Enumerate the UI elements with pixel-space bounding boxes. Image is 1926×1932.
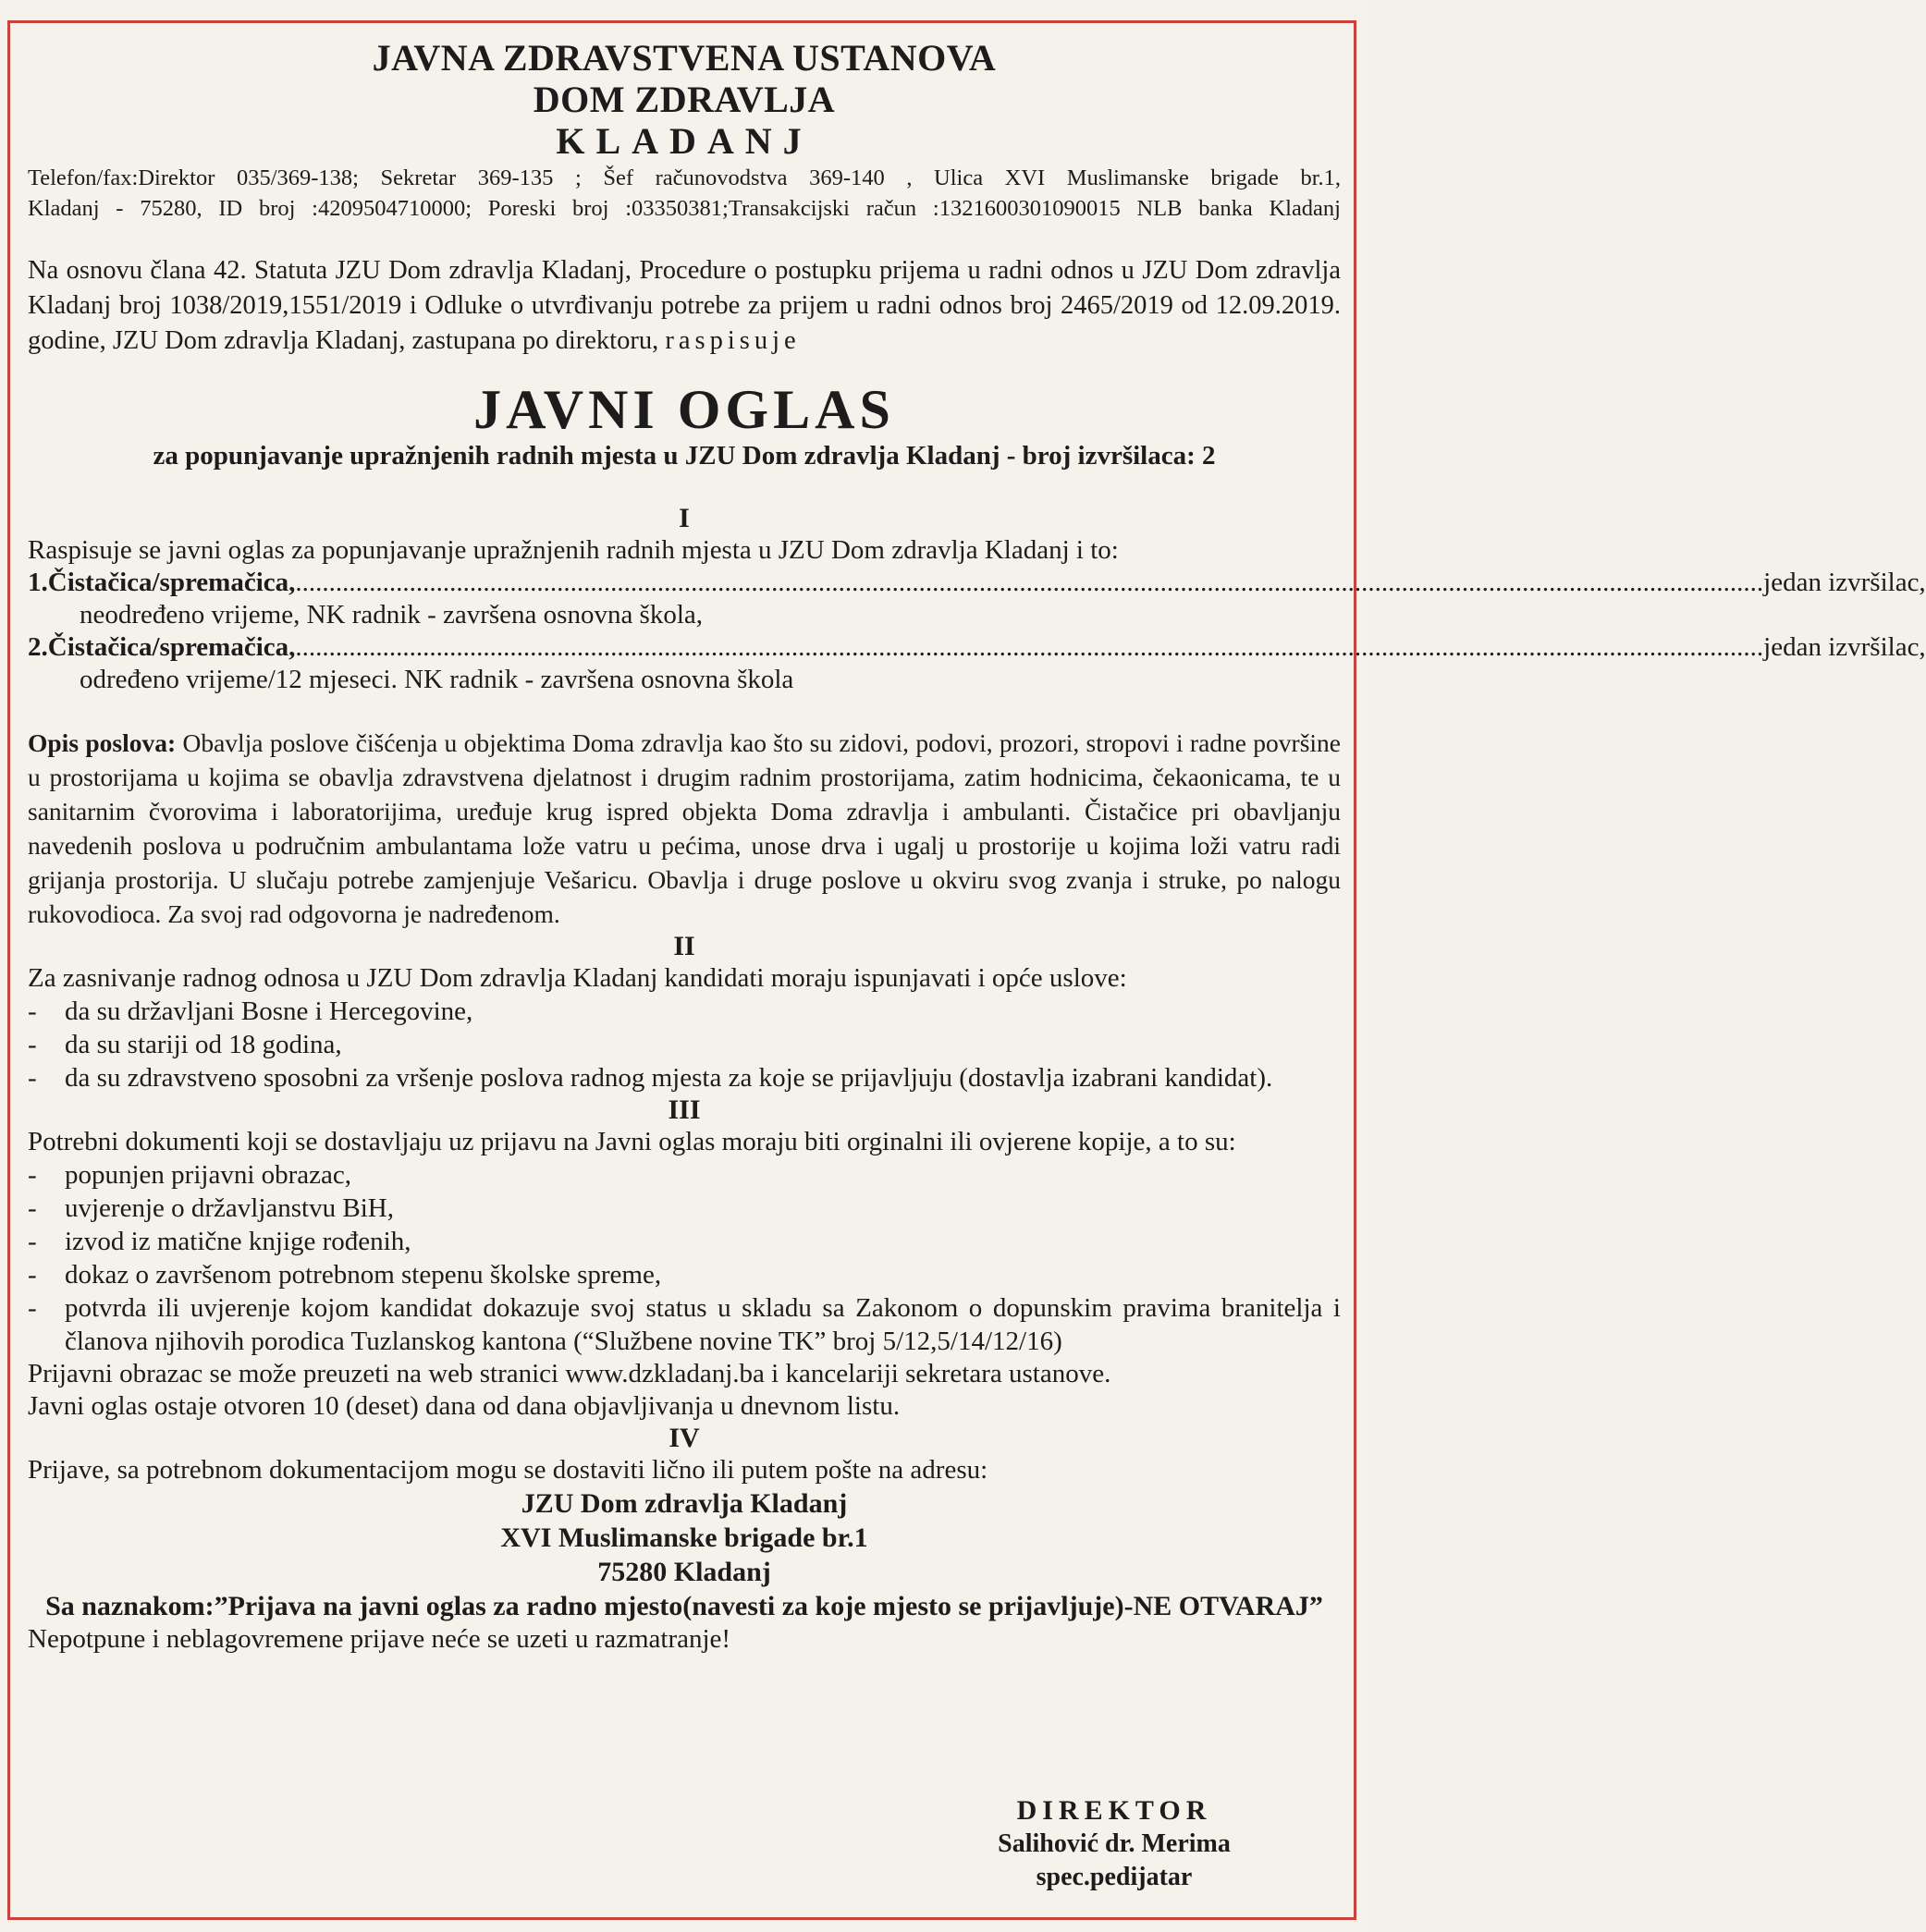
ad-subtitle: za popunjavanje upražnjenih radnih mjesta u JZU Dom zdravlja Kladanj - broj izvršilaca: 2 xyxy=(153,441,1216,471)
job-detail: neodređeno vrijeme, NK radnik - završena osnovna škola, xyxy=(80,600,704,630)
job-title: Čistačica/spremačica, xyxy=(47,632,296,662)
list-item: - uvjerenje o državljanstvu BiH, xyxy=(28,1193,394,1223)
section-1-lead: Raspisuje se javni oglas za popunjavanje upražnjenih radnih mjesta u JZU Dom zdravlja Kladanj i to: xyxy=(28,535,1119,565)
ad-title: JAVNI OGLAS xyxy=(473,379,895,440)
intro-paragraph xyxy=(28,253,1341,359)
institution-subname: DOM ZDRAVLJA xyxy=(533,79,836,120)
section-heading-4: IV xyxy=(669,1423,700,1453)
institution-city: KLADANJ xyxy=(556,120,813,162)
section-heading-1: I xyxy=(679,503,690,533)
job-item xyxy=(28,631,1926,664)
signature-role: spec.pedijatar xyxy=(1036,1863,1193,1891)
institution-name: JAVNA ZDRAVSTVENA USTANOVA xyxy=(372,37,997,79)
signature-name: Salihović dr. Merima xyxy=(998,1829,1231,1858)
contact-line-1: Telefon/fax:Direktor 035/369-138; Sekretar 369-135 ; Šef računovodstva 369-140 , Ulica XVI Muslimanske brigade br.1, xyxy=(28,165,1341,190)
list-item: - da su zdravstveno sposobni za vršenje poslova radnog mjesta za koje se prijavljuju (dostavlja izabrani kandidat). xyxy=(28,1063,1273,1093)
section-heading-2: II xyxy=(673,931,695,961)
job-title: Čistačica/spremačica, xyxy=(47,568,296,597)
job-count: jedan izvršilac, xyxy=(1763,632,1926,662)
requirements-list xyxy=(28,995,1341,1094)
intro-text: Na osnovu člana 42. Statuta JZU Dom zdravlja Kladanj, Procedure o postupku prijema u radni odnos u JZU Dom zdravlja Kladanj broj 1038/2019,1551/2019 i Odluke o utvrđivanju potrebe za prijem u radni odnos broj 2465/2019 od 12.09.2019. godine, JZU Dom zdravlja Kladanj, zastupana po direktoru, xyxy=(28,256,1341,355)
envelope-marking: Sa naznakom:”Prijava na javni oglas za radno mjesto(navesti za koje mjesto se prijavljuje)-NE OTVARAJ” xyxy=(45,1591,1323,1621)
list-item: - izvod iz matične knjige rođenih, xyxy=(28,1227,411,1256)
job-number: 1. xyxy=(28,568,48,597)
section-4-lead: Prijave, sa potrebnom dokumentacijom mogu se dostaviti lično ili putem pošte na adresu: xyxy=(28,1455,988,1485)
ad-content xyxy=(28,37,1926,1656)
list-item: - potvrda ili uvjerenje kojom kandidat dokazuje svoj status u skladu sa Zakonom o dopunskim pravima branitelja i članova njihovih porodica Tuzlanskog kantona (“Službene novine TK” broj 5/12,5/14/12/16) xyxy=(28,1293,1341,1356)
section-2-lead: Za zasnivanje radnog odnosa u JZU Dom zdravlja Kladanj kandidati moraju ispunjavati i opće uslove: xyxy=(28,963,1127,993)
address-line-3: 75280 Kladanj xyxy=(597,1557,771,1587)
job-detail: određeno vrijeme/12 mjeseci. NK radnik - završena osnovna škola xyxy=(80,665,794,694)
form-download-note: Prijavni obrazac se može preuzeti na web stranici www.dzkladanj.ba i kancelariji sekretara ustanove. xyxy=(28,1359,1111,1388)
dot-leader xyxy=(295,567,1763,599)
contact-line-2: Kladanj - 75280, ID broj :4209504710000; Poreski broj :03350381;Transakcijski račun :1321600301090015 NLB banka Kladanj xyxy=(28,196,1341,221)
job-description-label: Opis poslova: xyxy=(28,728,177,757)
dot-leader xyxy=(295,631,1763,664)
list-item: - popunjen prijavni obrazac, xyxy=(28,1160,352,1190)
open-period-note: Javni oglas ostaje otvoren 10 (deset) dana od dana objavljivanja u dnevnom listu. xyxy=(28,1391,901,1421)
section-heading-3: III xyxy=(668,1094,701,1125)
signature-block xyxy=(962,1794,1267,1894)
list-item: - da su državljani Bosne i Hercegovine, xyxy=(28,997,473,1026)
section-3-lead: Potrebni dokumenti koji se dostavljaju uz prijavu na Javni oglas moraju biti orginalni ili ovjerene kopije, a to su: xyxy=(28,1127,1236,1156)
signature-title: DIREKTOR xyxy=(1016,1795,1212,1826)
address-line-2: XVI Muslimanske brigade br.1 xyxy=(500,1522,868,1553)
list-item: - dokaz o završenom potrebnom stepenu školske spreme, xyxy=(28,1260,662,1290)
documents-list xyxy=(28,1158,1341,1358)
warning-note: Nepotpune i neblagovremene prijave neće se uzeti u razmatranje! xyxy=(28,1624,731,1654)
job-list xyxy=(28,567,1926,696)
address-line-1: JZU Dom zdravlja Kladanj xyxy=(521,1488,848,1519)
list-item: - da su stariji od 18 godina, xyxy=(28,1030,342,1059)
job-description-text: Obavlja poslove čišćenja u objektima Doma zdravlja kao što su zidovi, podovi, prozori, stropovi i radne površine u prostorijama u kojima se obavlja zdravstvena djelatnost i drugim radnim prostorijama, zatim hodnicima, čekaonicama, te u sanitarnim čvorovima i laboratorijima, uređuje krug ispred objekta Doma zdravlja i ambulanti. Čistačice pri obavljanju navedenih poslova u područnim ambulantama lože vatru u pećima, unose drva i ugalj u prostorije u kojima loži vatru radi grijanja prostorija. U slučaju potrebe zamjenjuje Vešaricu. Obavlja i druge poslove u okviru svog zvanja i struke, po nalogu rukovodioca. Za svoj rad odgovorna je nadređenom. xyxy=(28,728,1341,928)
job-count: jedan izvršilac, xyxy=(1763,568,1926,597)
intro-verb: raspisuje xyxy=(665,326,801,355)
job-description xyxy=(28,726,1341,931)
job-item xyxy=(28,567,1926,599)
job-number: 2. xyxy=(28,632,48,662)
contact-info xyxy=(28,163,1341,224)
